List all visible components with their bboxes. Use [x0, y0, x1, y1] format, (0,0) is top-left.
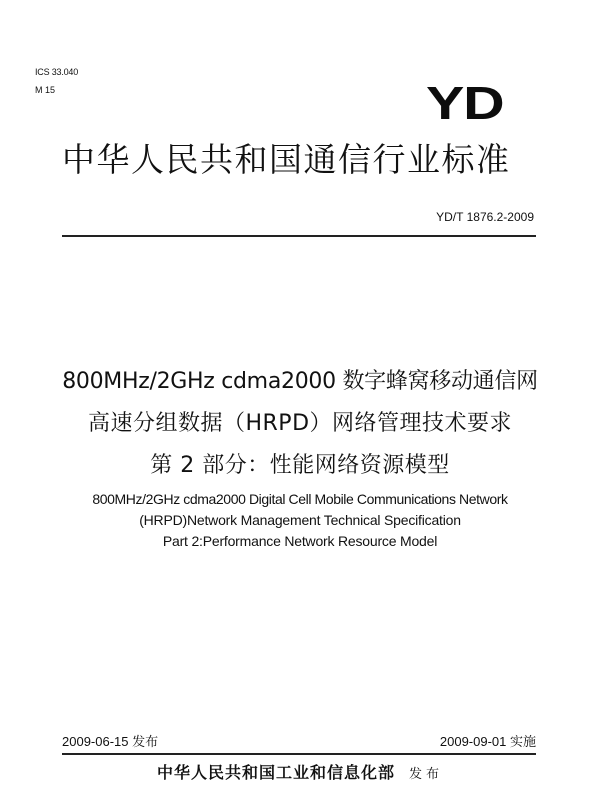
ics-code: ICS 33.040 [35, 67, 79, 77]
implement-date: 2009-09-01 实施 [439, 734, 536, 749]
top-divider [62, 235, 536, 237]
title-zh-line-1: 800MHz/2GHz cdma2000 数字蜂窝移动通信网 [62, 369, 538, 394]
classification-code: M 15 [35, 85, 56, 95]
title-en-line-2: (HRPD)Network Management Technical Specification [139, 512, 461, 528]
standard-code: YD/T 1876.2-2009 [436, 210, 534, 224]
yd-logo: YD [426, 77, 504, 129]
title-zh-line-2: 高速分组数据（HRPD）网络管理技术要求 [87, 411, 513, 436]
publisher-line [0, 762, 600, 786]
title-en-line-3: Part 2:Performance Network Resource Model [162, 533, 438, 549]
publish-verb: 发布 [409, 767, 444, 782]
standard-title: 中华人民共和国通信行业标准 [62, 140, 511, 179]
issue-date: 2009-06-15 发布 [62, 734, 159, 749]
title-en-line-1: 800MHz/2GHz cdma2000 Digital Cell Mobile Communications Network [92, 491, 508, 507]
bottom-divider [62, 753, 536, 755]
title-zh-line-3: 第 2 部分：性能网络资源模型 [150, 453, 450, 478]
publisher-name: 中华人民共和国工业和信息化部 [156, 763, 395, 782]
